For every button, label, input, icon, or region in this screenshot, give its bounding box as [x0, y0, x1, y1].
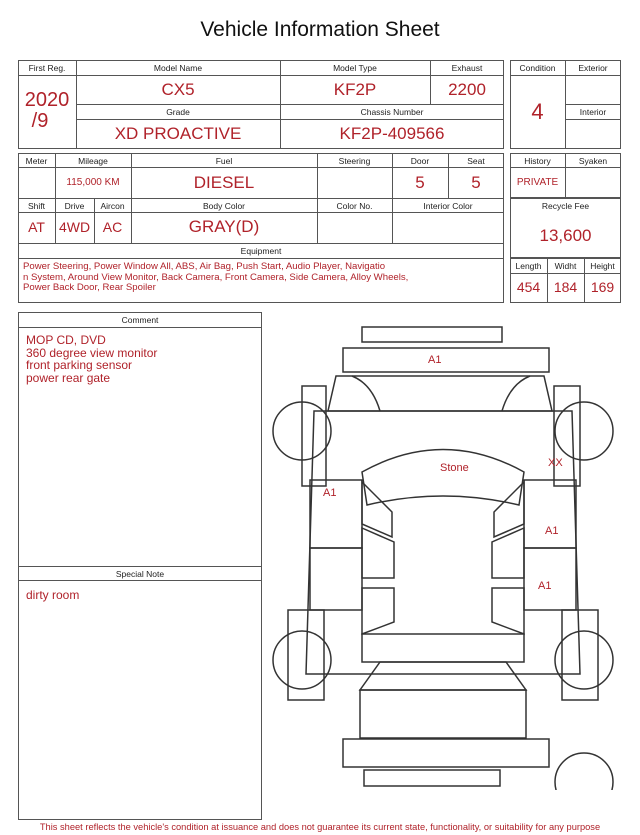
recycle-fee-label: Recycle Fee	[541, 201, 590, 211]
front-bumper	[343, 348, 549, 372]
rule	[76, 104, 504, 105]
steering-label: Steering	[338, 156, 371, 166]
rear-window	[360, 662, 526, 690]
back-door	[360, 690, 526, 738]
first-reg-year: 2020	[24, 89, 70, 111]
chassis-number-label: Chassis Number	[360, 107, 424, 117]
rear-bumper-lower	[364, 770, 500, 786]
right-a-pillar	[494, 482, 524, 537]
seat-value: 5	[471, 173, 481, 192]
comment-list	[26, 334, 256, 384]
sheet-title: Vehicle Information Sheet	[200, 18, 440, 41]
body-color-label: Body Color	[202, 201, 246, 211]
rear-bumper	[343, 739, 549, 767]
aircon-value: AC	[102, 219, 123, 235]
grade-value: XD PROACTIVE	[114, 124, 242, 143]
chassis-number-value: KF2P-409566	[339, 124, 445, 143]
rule	[317, 153, 318, 243]
rule	[76, 119, 504, 120]
rule	[565, 119, 621, 120]
mileage-label: Mileage	[78, 156, 108, 166]
history-value: PRIVATE	[516, 177, 559, 188]
right-rear-window	[492, 588, 524, 634]
equipment-line: n System, Around View Monitor, Back Camera, Front Camera, Side Camera, Alloy Wheels,	[23, 271, 409, 283]
exterior-label: Exterior	[578, 63, 608, 73]
equipment-line: Power Steering, Power Window All, ABS, Air Bag, Push Start, Audio Player, Navigatio	[23, 261, 386, 272]
comment-line: 360 degree view monitor	[26, 345, 158, 360]
model-name-value: CX5	[161, 80, 195, 99]
syaken-label: Syaken	[578, 156, 608, 166]
comment-line: front parking sensor	[26, 358, 133, 373]
length-label: Length	[515, 261, 542, 271]
height-value: 169	[590, 279, 615, 295]
length-value: 454	[516, 279, 541, 295]
right-front-fender-damage-mark: XX	[548, 457, 563, 469]
rule	[18, 327, 262, 328]
exhaust-label: Exhaust	[451, 63, 483, 73]
interior-label: Interior	[579, 107, 607, 117]
color-no-label: Color No.	[336, 201, 373, 211]
shift-value: AT	[28, 219, 45, 235]
first-reg-month: /9	[31, 110, 49, 132]
interior-color-label: Interior Color	[423, 201, 473, 211]
rule	[18, 243, 504, 244]
equipment-line: Power Back Door, Rear Spoiler	[23, 282, 156, 293]
condition-label: Condition	[519, 63, 556, 73]
right-rear-wheel	[555, 631, 613, 689]
comment-line: power rear gate	[26, 370, 111, 385]
model-type-value: KF2P	[333, 80, 377, 99]
comment-line: MOP CD, DVD	[26, 333, 106, 347]
width-label: Widht	[554, 261, 577, 271]
rule	[565, 104, 621, 105]
body-color-value: GRAY(D)	[188, 217, 260, 236]
drive-value: 4WD	[58, 219, 91, 235]
rule	[18, 580, 262, 581]
left-front-door-damage-mark: A1	[323, 487, 337, 499]
rule	[18, 167, 504, 168]
model-name-label: Model Name	[153, 63, 203, 73]
right-front-door	[524, 480, 576, 548]
special-note-label: Special Note	[115, 569, 165, 579]
drive-label: Drive	[64, 201, 85, 211]
rear-roof	[362, 634, 524, 662]
disclaimer-footer: This sheet reflects the vehicle's condition at issuance and does not guarantee its current state, functionality, or suitability for any purpose	[39, 822, 601, 832]
right-rear-door	[524, 548, 576, 610]
meter-label: Meter	[25, 156, 48, 166]
comment-label: Comment	[121, 315, 159, 325]
left-rear-window	[362, 588, 394, 634]
special-note-value: dirty room	[26, 588, 80, 602]
right-front-door-damage-mark: A1	[545, 525, 559, 537]
headlight-left	[352, 376, 380, 411]
windshield	[362, 450, 524, 506]
front-bumper-upper	[362, 327, 502, 342]
height-label: Height	[590, 261, 615, 271]
width-value: 184	[553, 279, 578, 295]
history-label: History	[524, 156, 551, 166]
equipment-list	[23, 262, 501, 294]
left-a-pillar	[362, 482, 392, 537]
left-front-fender	[302, 386, 326, 486]
exhaust-value: 2200	[448, 80, 486, 99]
rule	[18, 75, 504, 76]
windshield-damage-mark: Stone	[440, 462, 469, 474]
first-reg-label: First Reg.	[28, 63, 66, 73]
condition-value: 4	[531, 99, 544, 124]
rule	[565, 60, 566, 149]
fuel-label: Fuel	[215, 156, 233, 166]
left-rear-wheel	[273, 631, 331, 689]
car-damage-diagram	[262, 312, 624, 790]
door-label: Door	[410, 156, 430, 166]
model-type-label: Model Type	[333, 63, 377, 73]
mileage-value: 115,000 KM	[66, 177, 120, 188]
aircon-label: Aircon	[100, 201, 125, 211]
grade-label: Grade	[166, 107, 190, 117]
fuel-value: DIESEL	[193, 173, 255, 192]
left-rear-door	[310, 548, 362, 610]
headlight-right	[502, 376, 530, 411]
rule	[18, 566, 262, 567]
rule	[18, 198, 504, 199]
rule	[510, 273, 621, 274]
right-rear-door-damage-mark: A1	[538, 580, 552, 592]
equipment-label: Equipment	[240, 246, 282, 256]
recycle-fee-value: 13,600	[539, 226, 592, 245]
hood-damage-mark: A1	[428, 354, 442, 366]
rule	[18, 258, 504, 259]
rule	[18, 212, 504, 213]
shift-label: Shift	[27, 201, 45, 211]
door-value: 5	[415, 173, 425, 192]
seat-label: Seat	[467, 156, 485, 166]
right-front-fender	[554, 386, 580, 486]
rule	[392, 153, 393, 243]
spare-wheel	[555, 753, 613, 790]
